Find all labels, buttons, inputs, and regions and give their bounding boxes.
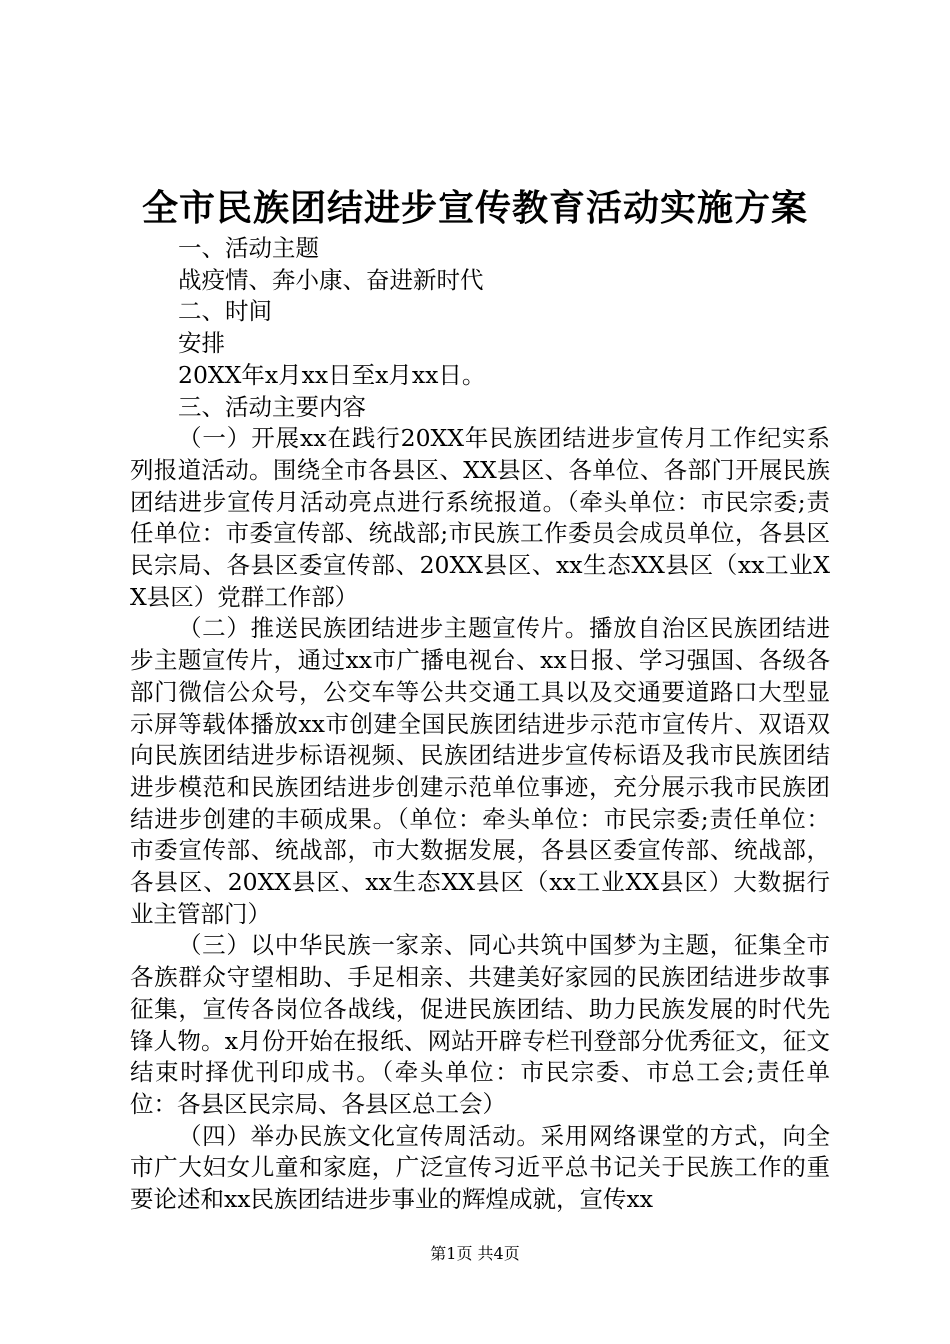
document-title: 全市民族团结进步宣传教育活动实施方案 — [141, 187, 808, 229]
section-heading-time: 二、时间 — [178, 297, 272, 326]
paragraph-2: （二）推送民族团结进步主题宣传片。播放自治区民族团结进步主题宣传片，通过xx市广播电视台、xx日报、学习强国、各级各部门微信公众号，公交车等公共交通工具以及交通要道路口大型显示屏等载体播放xx市创建全国民族团结进步示范市宣传片、双语双向民族团结进步标语视频、民族团结进步宣传标语及我市民族团结进步模范和民族团结进步创建示范单位事迹，充分展示我市民族团结进步创建的丰硕成果。（单位：牵头单位：市民宗委;责任单位：市委宣传部、统战部，市大数据发展，各县区委宣传部、统战部，各县区、20XX县区、xx生态XX县区（xx工业XX县区）大数据行业主管部门） — [130, 614, 830, 928]
arrangement-label: 安排 — [178, 329, 225, 358]
theme-text: 战疫情、奔小康、奋进新时代 — [178, 265, 484, 294]
document-body — [130, 233, 830, 1216]
section-heading-theme: 一、活动主题 — [178, 234, 319, 262]
date-range-text: 20XX年x月xx日至x月xx日。 — [178, 360, 486, 389]
paragraph-4: （四）举办民族文化宣传周活动。采用网络课堂的方式，向全市广大妇女儿童和家庭，广泛宣传习近平总书记关于民族工作的重要论述和xx民族团结进步事业的辉煌成就，宣传xx — [130, 1121, 830, 1214]
section-heading-content: 三、活动主要内容 — [178, 392, 366, 421]
page-number-footer: 第1页 共4页 — [430, 1244, 520, 1263]
paragraph-1: （一）开展xx在践行20XX年民族团结进步宣传月工作纪实系列报道活动。围绕全市各县区、XX县区、各单位、各部门开展民族团结进步宣传月活动亮点进行系统报道。（牵头单位：市民宗委;责任单位：市委宣传部、统战部;市民族工作委员会成员单位，各县区民宗局、各县区委宣传部、20XX县区、xx生态XX县区（xx工业XX县区）党群工作部） — [130, 424, 830, 611]
paragraph-3: （三）以中华民族一家亲、同心共筑中国梦为主题，征集全市各族群众守望相助、手足相亲、共建美好家园的民族团结进步故事征集，宣传各岗位各战线，促进民族团结、助力民族发展的时代先锋人物。x月份开始在报纸、网站开辟专栏刊登部分优秀征文，征文结束时择优刊印成书。（牵头单位：市民宗委、市总工会;责任单位：各县区民宗局、各县区总工会） — [130, 931, 830, 1118]
